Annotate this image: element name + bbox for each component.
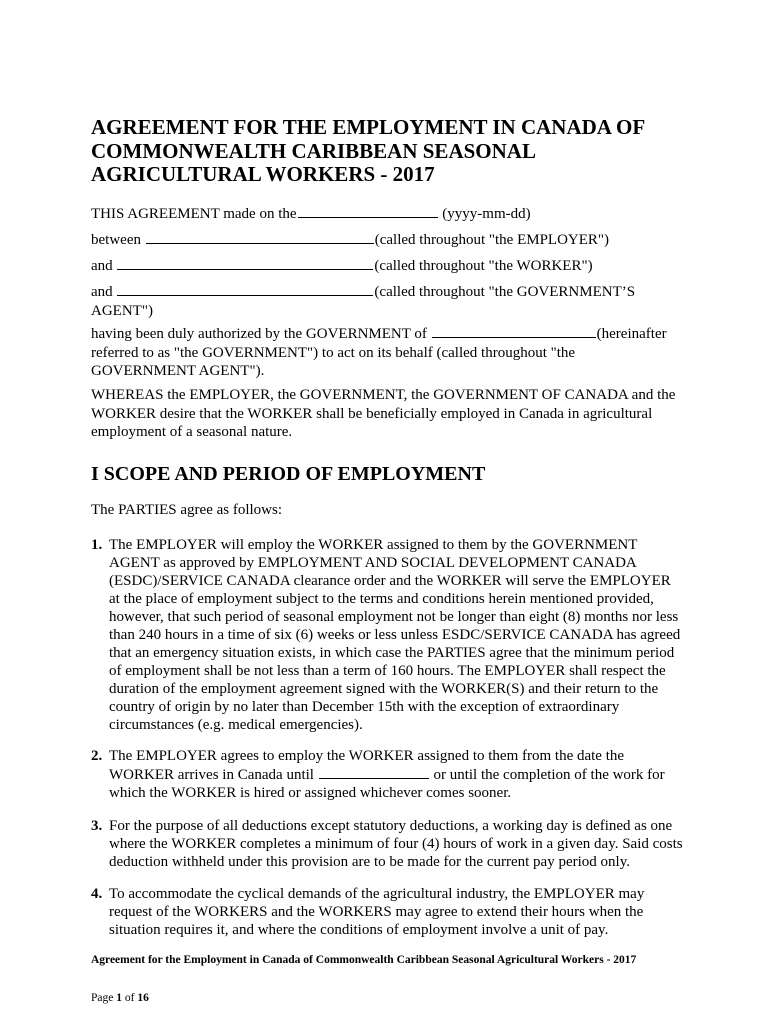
title-line-3: AGRICULTURAL WORKERS - 2017: [91, 162, 435, 186]
clause-number: 4.: [91, 886, 103, 902]
footer-title: Agreement for the Employment in Canada of Commonwealth Caribbean Seasonal Agricultural Workers - 2017: [91, 954, 637, 966]
agent-cont: AGENT"): [91, 302, 153, 319]
clause-text: To accommodate the cyclical demands of the agricultural industry, the EMPLOYER may request of the WORKERS and the WORKERS may agree to extend their hours when the situation requires it, and where the conditions of employment involve a unit of pay.: [109, 886, 645, 938]
title-line-1: AGREEMENT FOR THE EMPLOYMENT IN CANADA OF: [91, 115, 646, 139]
clause-text: [109, 747, 683, 802]
page-total: 16: [137, 992, 149, 1004]
clause-number: 1.: [91, 537, 103, 553]
employer-blank[interactable]: [146, 230, 374, 244]
clause-text: For the purpose of all deductions except statutory deductions, a working day is defined as one where the WORKER completes a minimum of four (4) hours of work in a given day. Said costs deduction withheld under this provision are to be made for the current pay period only.: [109, 818, 683, 870]
authorized-line-3: GOVERNMENT AGENT").: [91, 363, 265, 379]
whereas-paragraph: WHEREAS the EMPLOYER, the GOVERNMENT, the GOVERNMENT OF CANADA and the WORKER desire that the WORKER shall be beneficially employed in Canada in agricultural employment of a seasonal nature.: [91, 387, 676, 440]
authorized-suffix: (hereinafter: [596, 326, 667, 342]
footer-page-number: [91, 990, 149, 1006]
worker-blank[interactable]: [117, 256, 373, 270]
clause-3: [91, 817, 683, 871]
made-on-suffix: (yyyy-mm-dd): [442, 206, 531, 222]
document-title: [91, 116, 683, 187]
parties-line: The PARTIES agree as follows:: [91, 502, 283, 518]
agent-blank[interactable]: [117, 282, 373, 296]
clause-number: 2.: [91, 748, 103, 764]
between-prefix: between: [91, 232, 141, 248]
made-on-line: [91, 204, 683, 224]
clause-2: [91, 747, 683, 802]
worker-suffix: (called throughout "the WORKER"): [374, 258, 593, 274]
clause-text-after-blank: or until the completion of the work for which the WORKER is hired or assigned whichever comes sooner.: [109, 767, 665, 801]
agent-suffix: (called throughout "the GOVERNMENT’S: [374, 284, 636, 300]
clause-number: 3.: [91, 818, 103, 834]
page-current: 1: [116, 992, 122, 1004]
agent-line: [91, 282, 683, 320]
date-blank[interactable]: [298, 204, 438, 218]
agent-prefix: and: [91, 284, 113, 300]
between-line: [91, 230, 683, 250]
clause-text-before-blank: The EMPLOYER agrees to employ the WORKER assigned to them from the date the WORKER arrives in Canada until: [109, 748, 625, 783]
title-line-2: COMMONWEALTH CARIBBEAN SEASONAL: [91, 138, 536, 163]
authorized-line-2: referred to as "the GOVERNMENT") to act on its behalf (called throughout "the: [91, 344, 576, 361]
clause-1: [91, 536, 683, 734]
clause-text: The EMPLOYER will employ the WORKER assigned to them by the GOVERNMENT AGENT as approved by EMPLOYMENT AND SOCIAL DEVELOPMENT CANADA (ESDC)/SERVICE CANADA clearance order and the WORKER will serve the EMPLOYER at the place of employment subject to the terms and conditions herein mentioned provided, however, that such period of seasonal employment not be longer than eight (8) months nor less than 240 hours in a time of six (6) weeks or less unless ESDC/SERVICE CANADA has agreed that an emergency situation exists, in which case the PARTIES agree that the minimum period of employment shall be not less than a term of 160 hours. The EMPLOYER shall respect the duration of the employment agreement signed with the WORKER(S) and their return to the country of origin by no later than December 15th with the exception of extraordinary circumstances (e.g. medical emergencies).: [109, 537, 681, 733]
made-on-prefix: THIS AGREEMENT made on the: [91, 206, 297, 222]
authorized-prefix: having been duly authorized by the GOVERNMENT of: [91, 326, 427, 342]
between-suffix: (called throughout "the EMPLOYER"): [374, 232, 610, 248]
government-blank[interactable]: [432, 324, 596, 338]
until-date-blank[interactable]: [319, 765, 429, 779]
clause-4: [91, 885, 683, 939]
page-prefix: Page: [91, 992, 114, 1004]
worker-line: [91, 256, 683, 276]
worker-prefix: and: [91, 258, 113, 274]
page-of: of: [124, 992, 135, 1004]
authorized-paragraph: [91, 324, 683, 381]
section-heading: I SCOPE AND PERIOD OF EMPLOYMENT: [91, 463, 486, 485]
